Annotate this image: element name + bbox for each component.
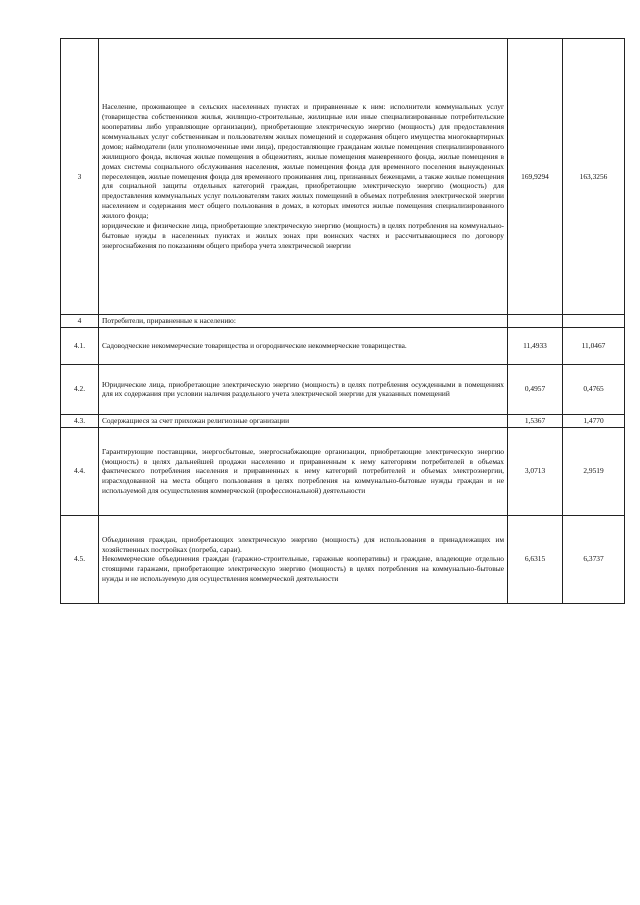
- description-paragraph: Некоммерческие объединения граждан (гаражно-строительные, гаражные кооперативы) и граждане, владеющие отдельно стоящими гаражами, приобретающие электрическую энергию (мощность) в целях потребления на коммунально-бытовые нужды и не используемую для осуществления коммерческой деятельности: [102, 554, 504, 584]
- value-cell-1: 1,5367: [508, 414, 563, 427]
- table-row: [61, 515, 625, 603]
- value-cell-2: 6,3737: [563, 515, 625, 603]
- table-row: [61, 39, 625, 315]
- row-number: 4.4.: [61, 427, 99, 515]
- value-cell-2: [563, 315, 625, 328]
- row-description: [99, 364, 508, 414]
- description-paragraph: Юридические лица, приобретающие электрическую энергию (мощность) в целях потребления осужденными в помещениях для их содержания при условии наличия раздельного учета электрической энергии для указанных помещений: [102, 379, 504, 399]
- row-description: [99, 515, 508, 603]
- row-description: [99, 327, 508, 364]
- row-number: 4.3.: [61, 414, 99, 427]
- row-description: [99, 427, 508, 515]
- description-paragraph: Потребители, приравненные к населению:: [102, 316, 236, 325]
- row-description: [99, 414, 508, 427]
- value-cell-1: 169,9294: [508, 39, 563, 315]
- row-number: 4.5.: [61, 515, 99, 603]
- description-paragraph: Население, проживающее в сельских населенных пунктах и приравненные к ним: исполнители коммунальных услуг (товарищества собственников жилья, жилищно-строительные, жилищные или иные специализированные потребительские кооперативы либо управляющие организации), приобретающие электрическую энергию (мощность) для предоставления коммунальных услуг собственникам и пользователям жилых помещений и содержания общего имущества многоквартирных домов; наймодатели (или уполномоченные ими лица), предоставляющие гражданам жилые помещения специализированного жилищного фонда, включая жилые помещения в общежитиях, жилые помещения маневренного фонда, жилые помещения в домах системы социального обслуживания населения, жилые помещения фонда для временного поселения вынужденных переселенцев, жилые помещения фонда для временного проживания лиц, признанных беженцами, а также жилые помещения для социальной защиты отдельных категорий граждан, приобретающие электрическую энергию (мощность) для предоставления коммунальных услуг пользователям таких жилых помещений в объемах потребления электрической энергии населением и содержания мест общего пользования в домах, в которых имеются жилые помещения специализированного жилого фонда;: [102, 102, 504, 221]
- table-row: [61, 327, 625, 364]
- description-paragraph: Содержащиеся за счет прихожан религиозные организации: [102, 415, 290, 425]
- value-cell-2: 2,9519: [563, 427, 625, 515]
- value-cell-2: 163,3256: [563, 39, 625, 315]
- table-row: [61, 414, 625, 427]
- description-paragraph: Садоводческие некоммерческие товарищества и огороднические некоммерческие товарищества.: [102, 340, 407, 350]
- row-number: 4: [61, 315, 99, 328]
- table-row: [61, 427, 625, 515]
- value-cell-1: 3,0713: [508, 427, 563, 515]
- value-cell-2: 0,4765: [563, 364, 625, 414]
- row-number: 3: [61, 39, 99, 315]
- table-row: [61, 364, 625, 414]
- row-number: 4.2.: [61, 364, 99, 414]
- value-cell-1: 0,4957: [508, 364, 563, 414]
- value-cell-1: [508, 315, 563, 328]
- description-paragraph: Объединения граждан, приобретающих электрическую энергию (мощность) для использования в принадлежащих им хозяйственных постройках (погреба, сараи).: [102, 534, 504, 554]
- value-cell-1: 6,6315: [508, 515, 563, 603]
- row-description: [99, 315, 508, 328]
- description-paragraph: юридические и физические лица, приобретающие электрическую энергию (мощность) в целях потребления на коммунально-бытовые нужды в населенных пунктах и жилых зонах при воинских частях и рассчитывающиеся по договору энергоснабжения по показаниям общего прибора учета электрической энергии: [102, 221, 504, 250]
- value-cell-1: 11,4933: [508, 327, 563, 364]
- value-cell-2: 11,0467: [563, 327, 625, 364]
- row-description: [99, 39, 508, 315]
- row-number: 4.1.: [61, 327, 99, 364]
- tariff-table: [60, 38, 625, 604]
- description-paragraph: Гарантирующие поставщики, энергосбытовые, энергоснабжающие организации, приобретающие электрическую энергию (мощность) в целях дальнейшей продажи населению и приравненным к нему категориям потребителей в объемах фактического потребления населения и приравненных к нему категорий потребителей и объемах электроэнергии, израсходованной на места общего пользования в целях потребления на коммунально-бытовые нужды граждан и не используемой для осуществления коммерческой (профессиональной) деятельности: [102, 446, 504, 496]
- value-cell-2: 1,4770: [563, 414, 625, 427]
- table-row: [61, 315, 625, 328]
